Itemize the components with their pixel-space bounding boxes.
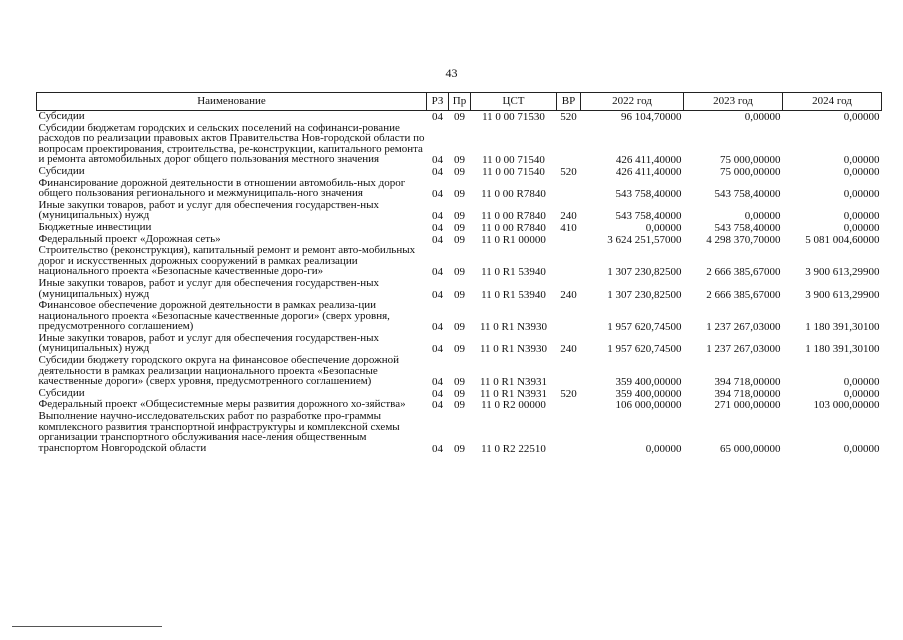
row-name: Федеральный проект «Дорожная сеть» (38, 232, 221, 245)
row-2023: 394 718,00000 (714, 387, 781, 400)
row-pr: 09 (454, 343, 465, 356)
row-name: Бюджетные инвестиции (38, 220, 152, 233)
row-rz: 04 (432, 165, 443, 178)
row-rz: 04 (432, 399, 443, 412)
row-csr: 11 0 00 71540 (482, 154, 545, 167)
row-name: Выполнение научно-исследовательских работ по разработке про-граммы комплексного развития транспортной инфраструктуры и комплексной схемы организации транспортного обслуживания насе-ления общественным транспортом Новгородской области (38, 410, 400, 454)
row-csr: 11 0 00 R7840 (481, 221, 546, 234)
row-2024: 0,00000 (843, 210, 880, 223)
row-2023: 0,00000 (744, 210, 781, 223)
row-2023: 0,00000 (744, 111, 781, 123)
row-pr: 09 (454, 221, 465, 234)
header-rz: РЗ (427, 93, 449, 111)
row-rz: 04 (432, 321, 443, 334)
row-2024: 0,00000 (843, 442, 880, 455)
row-name: Финансирование дорожной деятельности в отношении автомобиль-ных дорог общего пользования регионального и межмуниципаль-ного значения (38, 176, 406, 200)
row-pr: 09 (454, 111, 465, 123)
row-vr (557, 411, 581, 454)
row-rz: 04 (432, 288, 443, 301)
row-rz: 04 (432, 343, 443, 356)
row-pr: 09 (454, 442, 465, 455)
row-vr (557, 178, 581, 200)
row-rz: 04 (432, 376, 443, 389)
row-rz: 04 (432, 111, 443, 123)
row-rz: 04 (432, 233, 443, 246)
row-2024: 3 900 613,29900 (805, 288, 880, 301)
row-2022: 1 307 230,82500 (607, 266, 682, 279)
page-number: 43 (445, 66, 458, 80)
row-name: Федеральный проект «Общесистемные меры развития дорожного хо-зяйства» (38, 398, 406, 411)
row-2022: 1 307 230,82500 (607, 288, 682, 301)
row-pr: 09 (454, 266, 465, 279)
row-2023: 2 666 385,67000 (706, 266, 781, 279)
row-name: Иные закупки товаров, работ и услуг для обеспечения государствен-ных (муниципальных) нужд (38, 331, 380, 355)
row-csr: 11 0 00 R7840 (481, 188, 546, 201)
row-csr: 11 0 R1 N3931 (479, 387, 548, 400)
row-2024: 0,00000 (843, 376, 880, 389)
row-2022: 1 957 620,74500 (607, 321, 682, 334)
table-row (37, 178, 882, 200)
row-rz: 04 (432, 387, 443, 400)
row-2022: 3 624 251,57000 (607, 233, 682, 246)
row-2022: 426 411,40000 (615, 165, 682, 178)
header-2023: 2023 год (684, 93, 783, 111)
row-name: Иные закупки товаров, работ и услуг для обеспечения государствен-ных (муниципальных) нужд (38, 198, 380, 222)
table-row (37, 123, 882, 166)
row-pr: 09 (454, 321, 465, 334)
row-csr: 11 0 R1 N3930 (479, 343, 548, 356)
row-vr (557, 300, 581, 333)
row-pr: 09 (454, 288, 465, 301)
row-csr: 11 0 R1 N3930 (479, 321, 548, 334)
row-vr: 410 (560, 221, 577, 234)
row-name: Строительство (реконструкция), капитальный ремонт и ремонт авто-мобильных дорог и искусственных дорожных сооружений в рамках реализации национального проекта «Безопасные качественные доро-ги» (38, 244, 416, 278)
row-2022: 359 400,00000 (615, 376, 682, 389)
row-pr: 09 (454, 376, 465, 389)
row-pr: 09 (454, 188, 465, 201)
row-csr: 11 0 R1 00000 (481, 233, 546, 246)
row-2023: 543 758,40000 (714, 188, 781, 201)
row-2023: 543 758,40000 (714, 221, 781, 234)
row-2022: 426 411,40000 (615, 154, 682, 167)
row-name: Иные закупки товаров, работ и услуг для обеспечения государствен-ных (муниципальных) нужд (38, 276, 380, 300)
row-vr: 520 (560, 387, 577, 400)
row-2024: 0,00000 (843, 165, 880, 178)
row-2022: 106 000,00000 (615, 399, 682, 412)
row-pr: 09 (454, 387, 465, 400)
row-name: Субсидии бюджету городского округа на финансовое обеспечение дорожной деятельности в рамках реализации национального проекта «Безопасные качественные дороги» (сверх уровня, предусмотренного соглашением) (38, 354, 399, 388)
row-rz: 04 (432, 210, 443, 223)
row-2023: 1 237 267,03000 (706, 343, 781, 356)
table-row (37, 200, 882, 222)
row-name: Субсидии (38, 110, 85, 122)
row-csr: 11 0 R2 22510 (481, 442, 546, 455)
row-2024: 0,00000 (843, 387, 880, 400)
table-row (37, 245, 882, 278)
row-name: Субсидии (38, 164, 85, 177)
row-rz: 04 (432, 442, 443, 455)
row-vr (557, 123, 581, 166)
table-row (37, 300, 882, 333)
table-row (37, 166, 882, 178)
row-csr: 11 0 R1 N3931 (479, 376, 548, 389)
row-vr: 520 (560, 165, 577, 178)
header-2024: 2024 год (783, 93, 882, 111)
row-2023: 271 000,00000 (714, 399, 781, 412)
row-2023: 65 000,00000 (720, 442, 781, 455)
header-vr: ВР (557, 93, 581, 111)
row-2023: 75 000,00000 (720, 154, 781, 167)
header-2022: 2022 год (581, 93, 684, 111)
row-2022: 0,00000 (645, 442, 682, 455)
table-header-row (37, 93, 882, 111)
row-2024: 3 900 613,29900 (805, 266, 880, 279)
row-vr (557, 245, 581, 278)
table-row (37, 411, 882, 454)
table-row (37, 111, 882, 123)
row-vr (557, 355, 581, 388)
row-2022: 96 104,70000 (621, 111, 682, 123)
row-pr: 09 (454, 233, 465, 246)
row-vr: 240 (560, 210, 577, 223)
row-rz: 04 (432, 266, 443, 279)
row-2022: 359 400,00000 (615, 387, 682, 400)
row-pr: 09 (454, 165, 465, 178)
table-row (37, 333, 882, 355)
row-2022: 0,00000 (645, 221, 682, 234)
row-2024: 0,00000 (843, 154, 880, 167)
row-vr (557, 399, 581, 411)
row-2022: 543 758,40000 (615, 188, 682, 201)
row-2023: 2 666 385,67000 (706, 288, 781, 301)
row-vr (557, 234, 581, 246)
row-2023: 394 718,00000 (714, 376, 781, 389)
row-2024: 1 180 391,30100 (805, 343, 880, 356)
row-pr: 09 (454, 154, 465, 167)
row-vr: 240 (560, 343, 577, 356)
row-pr: 09 (454, 210, 465, 223)
row-csr: 11 0 R1 53940 (481, 266, 546, 279)
row-2024: 0,00000 (843, 221, 880, 234)
row-2024: 0,00000 (843, 111, 880, 123)
budget-table (36, 92, 882, 454)
row-csr: 11 0 R2 00000 (481, 399, 546, 412)
row-2023: 1 237 267,03000 (706, 321, 781, 334)
row-csr: 11 0 00 71540 (482, 165, 545, 178)
table-row (37, 222, 882, 234)
row-csr: 11 0 00 71530 (482, 111, 545, 123)
footer-rule (12, 626, 162, 627)
row-2023: 4 298 370,70000 (706, 233, 781, 246)
row-2022: 543 758,40000 (615, 210, 682, 223)
row-2024: 103 000,00000 (813, 399, 880, 412)
row-vr: 240 (560, 288, 577, 301)
row-rz: 04 (432, 154, 443, 167)
row-name: Субсидии (38, 386, 85, 399)
table-row (37, 278, 882, 300)
row-vr: 520 (560, 111, 577, 123)
row-2024: 1 180 391,30100 (805, 321, 880, 334)
row-name: Субсидии бюджетам городских и сельских поселений на софинанси-рование расходов по реализации правовых актов Правительства Нов-городской области по вопросам проектирования, строительства, ре-конструкции, капитального ремонта и ремонта автомобильных дорог общего пользования местного значения (38, 121, 425, 166)
header-pr: Пр (449, 93, 471, 111)
row-2023: 75 000,00000 (720, 165, 781, 178)
row-2024: 0,00000 (843, 188, 880, 201)
table-row (37, 355, 882, 388)
row-2022: 1 957 620,74500 (607, 343, 682, 356)
row-2024: 5 081 004,60000 (805, 233, 880, 246)
row-rz: 04 (432, 188, 443, 201)
header-csr: ЦСТ (471, 93, 557, 111)
header-name: Наименование (37, 93, 427, 111)
row-name: Финансовое обеспечение дорожной деятельности в рамках реализа-ции национального проекта «Безопасные качественные дороги» (сверх уровня, предусмотренного соглашением) (38, 299, 390, 333)
row-rz: 04 (432, 221, 443, 234)
row-csr: 11 0 R1 53940 (481, 288, 546, 301)
row-pr: 09 (454, 399, 465, 412)
row-csr: 11 0 00 R7840 (481, 210, 546, 223)
